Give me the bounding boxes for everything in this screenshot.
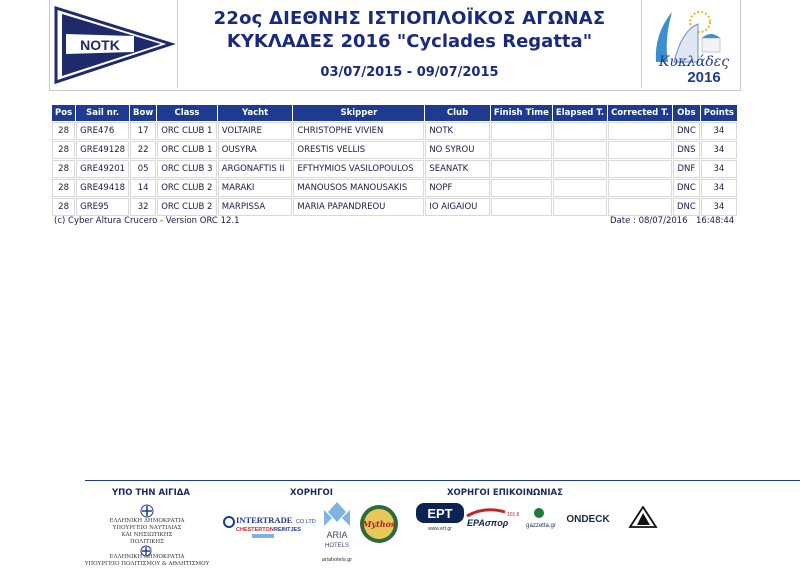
svg-text:HOTELS: HOTELS [324,543,350,549]
auspices-heading: ΥΠΟ ΤΗΝ ΑΙΓΙΔΑ [112,488,190,498]
cell-sail-nr: GRE49128 [76,141,129,159]
svg-text:REINTJES: REINTJES [274,527,301,533]
cell-pos: 28 [52,179,75,197]
cell-obs: DNS [673,141,700,159]
cell-finish-time [491,141,552,159]
cell-points: 34 [701,160,737,178]
svg-text:Mythos: Mythos [362,519,396,529]
cell-club: IO AIGAIOU [425,198,490,216]
cell-club: NO SYROU [425,141,490,159]
col-header-bow: Bow [130,105,156,121]
ondeck-logo [562,510,614,528]
aria-hotels-logo [318,500,356,550]
gazzetta-logo [521,506,561,530]
cell-points: 34 [701,198,737,216]
cell-skipper: CHRISTOPHE VIVIEN [293,122,424,140]
col-header-class: Class [157,105,217,121]
svg-text:ARIA: ARIA [326,530,348,540]
cell-obs: DNC [673,179,700,197]
cell-sail-nr: GRE49201 [76,160,129,178]
cell-class: ORC CLUB 1 [157,122,217,140]
svg-text:INTERTRADE: INTERTRADE [236,515,293,525]
cell-class: ORC CLUB 1 [157,141,217,159]
cell-sail-nr: GRE476 [76,122,129,140]
software-credit: (c) Cyber Altura Crucero - Version ORC 12.1 [54,216,240,226]
col-header-obs: Obs [673,105,700,121]
col-header-yacht: Yacht [218,105,293,121]
cyclades-logo-text: Κυκλάδες [658,54,730,70]
col-header-pos: Pos [52,105,75,121]
results-table [51,104,738,217]
svg-text:CHESTERTON: CHESTERTON [236,527,274,533]
svg-text:ΕΡΤ: ΕΡΤ [427,506,453,521]
svg-text:ΕΡΑσπορ: ΕΡΑσπορ [467,518,509,528]
cell-yacht: ARGONAFTIS II [218,160,293,178]
cell-corrected-time [608,179,672,197]
svg-text:gazzetta.gr: gazzetta.gr [526,523,556,529]
event-dates: 03/07/2015 - 09/07/2015 [320,65,499,80]
cell-skipper: EFTHYMIOS VASILOPOULOS [293,160,424,178]
media-sponsors-heading: ΧΟΡΗΓΟΙ ΕΠΙΚΟΙΝΩΝΙΑΣ [447,488,563,498]
cell-elapsed-time [553,122,607,140]
table-row [52,179,737,197]
cell-bow: 32 [130,198,156,216]
col-header-sail-nr: Sail nr. [76,105,129,121]
sponsors-heading: ΧΟΡΗΓΟΙ [290,488,333,498]
cell-points: 34 [701,179,737,197]
cell-corrected-time [608,160,672,178]
cell-sail-nr: GRE95 [76,198,129,216]
sail-triangle-logo-icon [628,506,658,528]
col-header-elapsed-time: Elapsed T. [553,105,607,121]
cell-class: ORC CLUB 3 [157,160,217,178]
cell-finish-time [491,122,552,140]
cell-class: ORC CLUB 2 [157,198,217,216]
notk-club-logo [50,0,178,88]
cell-club: NOPF [425,179,490,197]
cell-sail-nr: GRE49418 [76,179,129,197]
notk-logo-text: NOTK [80,37,120,53]
title-block [178,0,641,88]
svg-text:101.8: 101.8 [507,512,519,518]
cell-finish-time [491,179,552,197]
col-header-club: Club [425,105,490,121]
navy-ministry-text: ΕΛΛΗΝΙΚΗ ΔΗΜΟΚΡΑΤΙΑ ΥΠΟΥΡΓΕΙΟ ΝΑΥΤΙΛΙΑΣ ΚΑΙ ΝΗΣΙΩΤΙΚΗΣ ΠΟΛΙΤΙΚΗΣ [109,518,185,545]
table-row [52,198,737,216]
table-row [52,160,737,178]
event-title-line1: 22ος ΔΙΕΘΝΗΣ ΙΣΤΙΟΠΛΟΪΚΟΣ ΑΓΩΝΑΣ [213,8,606,29]
cell-bow: 17 [130,122,156,140]
cell-finish-time [491,198,552,216]
cell-obs: DNC [673,198,700,216]
cell-corrected-time [608,198,672,216]
table-header-row [52,105,737,121]
cell-skipper: ORESTIS VELLIS [293,141,424,159]
cell-club: SEANATK [425,160,490,178]
cyclades-sail-icon [642,0,740,88]
print-date: Date : 08/07/2016 [610,216,688,226]
svg-text:www.ert.gr: www.ert.gr [428,526,452,531]
intertrade-logo [222,511,318,543]
cell-pos: 28 [52,160,75,178]
cell-bow: 22 [130,141,156,159]
cell-bow: 14 [130,179,156,197]
cell-yacht: MARAKI [218,179,293,197]
cell-points: 34 [701,141,737,159]
cell-yacht: MARPISSA [218,198,293,216]
cell-pos: 28 [52,198,75,216]
cell-pos: 28 [52,141,75,159]
col-header-finish-time: Finish Time [491,105,552,121]
print-time: 16:48:44 [696,216,735,226]
cell-elapsed-time [553,160,607,178]
col-header-points: Points [701,105,737,121]
erasport-logo [465,506,519,530]
cell-points: 34 [701,122,737,140]
cell-finish-time [491,160,552,178]
mythos-logo [359,504,399,544]
cell-obs: DNF [673,160,700,178]
cell-club: NOTK [425,122,490,140]
cyclades-logo-year: 2016 [687,69,721,86]
sponsor-divider [85,480,800,481]
col-header-corrected-time: Corrected T. [608,105,672,121]
svg-text:CO LTD: CO LTD [296,519,316,525]
notk-pennant-icon [50,0,177,88]
event-title-line2: ΚΥΚΛΑΔΕΣ 2016 "Cyclades Regatta" [226,31,593,52]
cell-skipper: MARIA PAPANDREOU [293,198,424,216]
cell-class: ORC CLUB 2 [157,179,217,197]
cyclades-2016-logo [641,0,740,88]
cell-yacht: OUSYRA [218,141,293,159]
cell-elapsed-time [553,198,607,216]
culture-ministry-line2: ΥΠΟΥΡΓΕΙΟ ΠΟΛΙΤΙΣΜΟΥ & ΑΘΛΗΤΙΣΜΟΥ [84,561,210,567]
svg-text:ONDECK: ONDECK [566,514,610,525]
results-header [49,0,741,91]
col-header-skipper: Skipper [293,105,424,121]
cell-pos: 28 [52,122,75,140]
cell-skipper: MANOUSOS MANOUSAKIS [293,179,424,197]
table-row [52,141,737,159]
culture-ministry-line1: ΕΛΛΗΝΙΚΗ ΔΗΜΟΚΡΑΤΙΑ [109,554,185,560]
cell-yacht: VOLTAIRE [218,122,293,140]
cell-bow: 05 [130,160,156,178]
cell-obs: DNC [673,122,700,140]
table-row [52,122,737,140]
cell-corrected-time [608,141,672,159]
cell-elapsed-time [553,141,607,159]
aria-hotels-url: ariahotels.gr [321,557,353,563]
cell-corrected-time [608,122,672,140]
ert-logo [416,503,464,531]
cell-elapsed-time [553,179,607,197]
